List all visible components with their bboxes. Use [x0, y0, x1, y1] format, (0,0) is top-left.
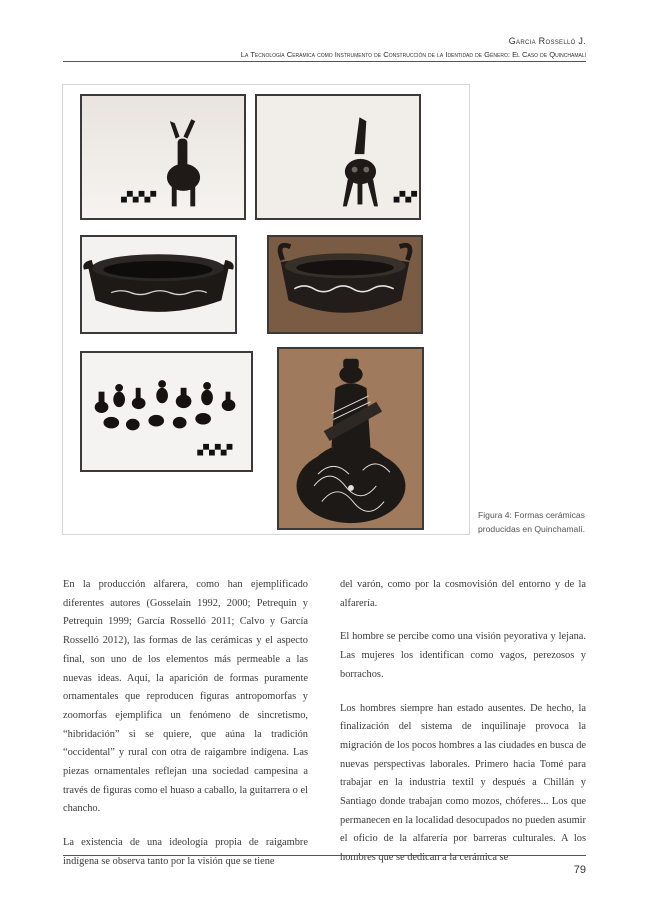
photo-miniature-figurines	[80, 351, 253, 472]
text-column-right	[340, 576, 586, 868]
figure-caption-line-1: Figura 4: Formas cerámicas	[478, 510, 585, 520]
footer-rule	[63, 855, 586, 856]
photo-black-bowl	[80, 235, 237, 334]
running-header	[241, 36, 586, 59]
photo-bird-figurine	[255, 94, 421, 220]
running-header-title: La Tecnología Cerámica como Instrumento de Construcción de la Identidad de Género: El Caso de Quinchamalí	[240, 50, 586, 59]
photo-bull-figurine	[80, 94, 246, 220]
photo-guitarrera-figurine	[277, 347, 424, 530]
paragraph: del varón, como por la cosmovisión del entorno y de la alfarería.	[340, 579, 586, 609]
text-column-left	[63, 576, 308, 887]
paragraph: Los hombres siempre han estado ausentes. De hecho, la finalización del sistema de inquilinaje provoca la migración de los pocos hombres a las ciudades en busca de nuevas perspectivas laborales. Primero hacia Tomé para trabajar en la industria textil y después a Chillán y Santiago donde trabajan como mozos, chóferes... Los que permanecen en la localidad desocupados no pueden asumir el oficio de la alfarería por barreras culturales. A los hombres que se dedican a la cerámica se	[340, 702, 586, 864]
header-rule	[63, 61, 586, 62]
paragraph: La existencia de una ideología propia de raigambre indígena se observa tanto por la visión que se tiene	[63, 837, 308, 867]
page-number: 79	[573, 864, 586, 876]
photo-bowl-handles	[267, 235, 423, 334]
paragraph: El hombre se percibe como una visión peyorativa y lejana. Las mujeres los identifican como vagos, perezosos y borrachos.	[340, 631, 586, 680]
figure-caption-line-2: producidas en Quinchamalí.	[478, 524, 586, 534]
figure-caption	[478, 508, 590, 536]
paragraph: En la producción alfarera, como han ejemplificado diferentes autores (Gosselain 1992, 2000; Petrequin y Petrequin 1999; García Rosselló 2011; Calvo y García Rosselló 2012), las formas de las cerámicas y el aspecto final, son uno de los elementos más permeable a las nuevas ideas. Aquí, la aparición de formas puramente ornamentales que reproducen figuras antropomorfas y zoomorfas ejemplifica un fenómeno de sincretismo, “hibridación” si se quiere, que aúna la tradición “occidental” y rural con otra de raigambre indígena. Las piezas ornamentales reflejan una sociedad campesina a través de figuras como el huaso a caballo, la guitarrera o el chancho.	[63, 579, 308, 815]
figure-4	[62, 84, 470, 535]
running-header-author: Garcia Rosselló J.	[508, 36, 586, 46]
